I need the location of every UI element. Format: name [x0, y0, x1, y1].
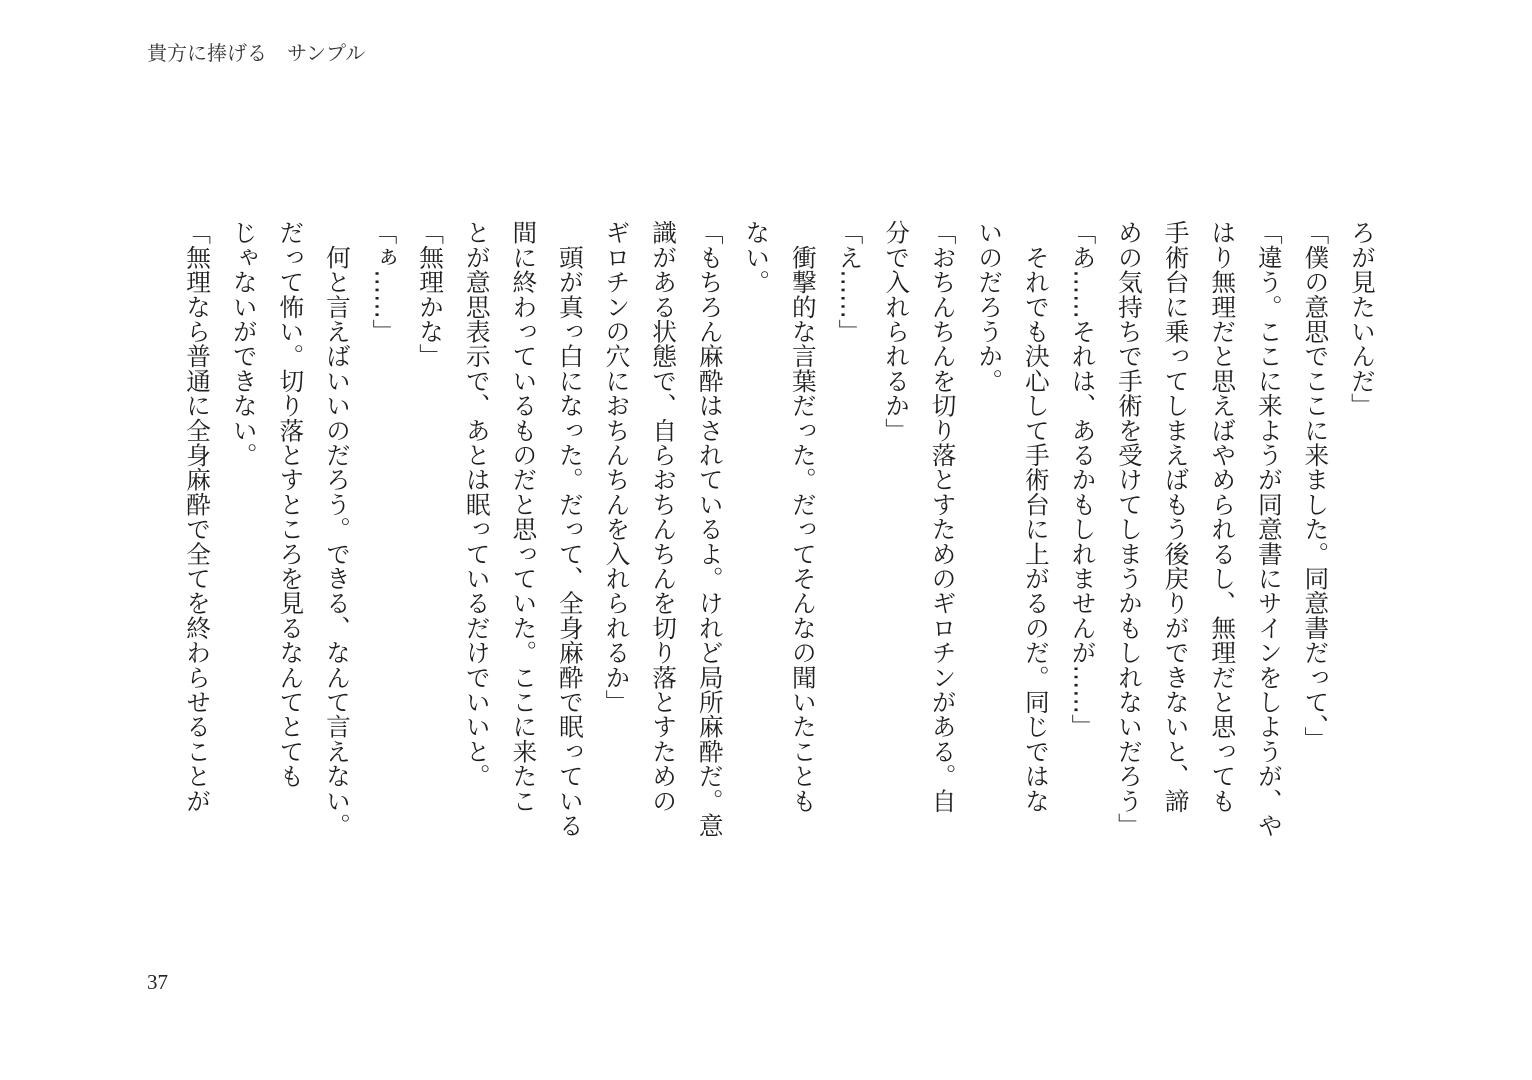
text-line: ろが見たいんだ」 — [1348, 220, 1377, 418]
text-line: 衝撃的な言葉だった。だってそんなの聞いたことも — [788, 220, 818, 813]
text-line: 「ぁ……」 — [369, 220, 399, 344]
text-line: じゃないができない。 — [229, 220, 259, 467]
text-line: いのだろうか。 — [975, 220, 1005, 393]
text-line: とが意思表示で、あとは眠っているだけでいいと。 — [462, 220, 492, 789]
text-line: 「あ……それは、あるかもしれませんが……」 — [1068, 220, 1098, 739]
vertical-body-text — [174, 220, 1385, 880]
text-line: 識がある状態で、自らおちんちんを切り落とすための — [649, 220, 679, 813]
text-line: 分で入れられるか」 — [882, 220, 912, 443]
text-line: めの気持ちで手術を受けてしまうかもしれないだろう」 — [1115, 220, 1145, 838]
text-line: 「無理かな」 — [416, 220, 446, 369]
text-line: だって怖い。切り落とすところを見るなんてとても — [276, 220, 306, 789]
text-line: 何と言えばいいのだろう。できる、なんて言えない。 — [322, 220, 352, 838]
text-line: 「え……」 — [835, 220, 865, 344]
text-line: 手術台に乗ってしまえばもう後戻りができないと、諦 — [1161, 220, 1191, 813]
page-number: 37 — [147, 970, 168, 994]
text-line: ギロチンの穴におちんちんを入れられるか」 — [602, 220, 632, 714]
text-line: 間に終わっているものだと思っていた。ここに来たこ — [509, 220, 539, 813]
text-line: はり無理だと思えばやめられるし、無理だと思っても — [1208, 220, 1238, 813]
text-line: 「おちんちんを切り落とすためのギロチンがある。自 — [928, 220, 958, 813]
text-line: 頭が真っ白になった。だって、全身麻酔で眠っている — [555, 220, 585, 838]
running-header: 貴方に捧げる サンプル — [147, 41, 366, 65]
text-line: 「無理なら普通に全身麻酔で全てを終わらせることが — [183, 220, 213, 813]
text-line: ない。 — [742, 220, 772, 295]
text-line: それでも決心して手術台に上がるのだ。同じではな — [1021, 220, 1051, 813]
text-line: 「僕の意思でここに来ました。同意書だって、」 — [1301, 220, 1331, 752]
text-line: 「違う。ここに来ようが同意書にサインをしようが、や — [1254, 220, 1284, 838]
text-line: 「もちろん麻酔はされているよ。けれど局所麻酔だ。意 — [695, 220, 725, 838]
